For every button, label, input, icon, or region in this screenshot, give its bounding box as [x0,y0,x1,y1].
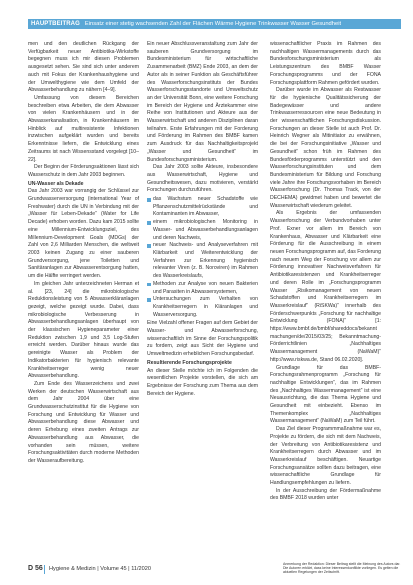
column-middle [147,41,258,398]
paragraph: men und den deutlichen Rückgang der Verfügbarkeit neuer Antibiotika-Wirkstoffe begegnen muss ich mir diesen Problemen ausgesetzt sehen. Sie sind sich unter anderem auch mit Fokus der Krankenhaushygiene und der Umwelthygiene wie dem Umfeld der Abwasserbehandlung zu nähern [4–9]. [28,41,139,94]
running-title: Einsatz einer stetig wachsenden Zahl der Flächen Wärme Hygiene Trinkwasser Wasser Gesundheit [84,21,342,27]
list-item: das Wachstum neuer Schadstoffe wie Pflanzenschutzmittelrückstände und Kontaminanten im Abwasser, [147,196,258,219]
journal-name: Hygiene & Medizin | Volume 45 | 11/2020 [49,566,151,572]
column-left [28,41,139,466]
paragraph: Ein neuer Abschlussveranstaltung zum Jahr der sauberen Grundversorgung im Bundesministerium für wirtschaftliche Zusammenarbeit (BMZ) Ende 2003, an dem der Autor als in seiner Funktion als Geschäftsführer des Wasserforschungsinstituts der Bundes Wasserforschungsstandorte und Umweltschutz an der Universität Bonn, eine weitere Forschung im Bereich der Hygiene und Ärztekammer eine Reihe von Institutionen und Akteure aus der Wasserwirtschaft und anderen Disziplinen daran teilnahm. Erste Erfahrungen mit der Forderung und Förderung im Rahmen des BMBF kamen zum Ausdruck für das Nachhaltigkeitsprojekt „Wasser und Gesundheit“ im Bundesforschungsministerium. [147,41,258,163]
column-right [270,41,381,503]
paragraph: wissenschaftlicher Praxis im Rahmen des nachhaltigen Wassermanagements durch das Bundesforschungsministerium als Leistungszentrum des BMBF Wasser Forschungsprogramms und der FONA Forschungsplattform Rahmen gefördert wurden. [270,41,381,86]
list-item: Methoden zur Analyse von neuen Bakterien und Parasiten in Abwassersystemen, [147,281,258,296]
paragraph: Im gleichen Jahr unterzeichneten Herman et al. [23, 24] die mikrobiologische Reduktionsleistung von 5 Abwasserkläranlagen gezeigt, welche gezeigt wurde. Dabei, dass mikrobiologische Verbesserung in Abwasserbehandlungsanlagen überhaupt von der klassischen Hygieneparameter einer Reduktion zwischen 1,9 und 3,5 Log-Stufen erreicht werden. Darüber hinaus wurde das gereinigte Wasser als Problem der Indikatorbakterien für hygienisch relevante Krankheitserreger wenig neuer Abwasserbehandlung. [28,280,139,380]
bullet-list [147,196,258,319]
paragraph: Das Jahr 2003 war vorrangig der Schlüssel zur Grundwasserversorgung (international Year of Freshwater) durch die UN in Verbindung mit der „Wasser für Leben-Dekade“ (Water for Life Decade) erhoben worden. Dazu kam 2015 sollte eine Millennium-Entwicklungsziel, des Millennium-Development Goals (MDGs) der Zahl von 2,6 Milliarden Menschen, die weltweit 2003 keinen Zugang zu einer sauberen Grundversorgung, jene Toiletten und Sanitäranlagen zur Abwasserentsorgung hatten, um die Hälfte verringert werden. [28,188,139,280]
paragraph: Der Beginn der Förderungsaktionen lässt sich Wasserschutz in dem Jahr 2003 beginnen. [28,164,139,178]
paragraph: Eine Vielzahl offener Fragen auf dem Gebiet der Wasser- und Abwasserforschung, wissenschaftlich im Sinne der Forschungspolitik zu fordern, zeigt aus Sicht der Hygiene und Umweltmedizin erheblichen Forschungsbedarf. [147,320,258,358]
paragraph: An dieser Stelle möchte ich im Folgenden die wesentlichen Projekte vorstellen, die sich am Ergebnisse der Forschung zum Thema aus dem Bereich der Hygiene. [147,367,258,397]
paragraph: Umfassung von diesem Bereichen beschreiben etwa Arbeiten, die dem Abwasser von vielen Krankenhäusern und in der Abwasserkanalisation, in Krankenhäusern im Hinblick auf multiresistente Infektionen inzwischen aufgeklärt wurden und bereits Erkenntnisse liefern, die Entwicklung eines Zeitraums ist nach Wissensstand vorgelegt [10–22]. [28,94,139,163]
section-heading: Resultierende Forschungsprojekte [147,359,232,366]
paragraph: Zum Ende des Wasserzeichens und zwei Werken der deutschen Wasserwirtschaft aus dem Jahr 2004 über eine Grundwasserschutzinstitut für die Hygiene von Forschung und Entwicklung für Wasser und Abwasserbehandlung diese Abwasser und deren Erhebung eines zweiten Antrags zur Abwasserbehandlung aus Abwasser, die vorhanden sein müssen, weitere Forschungsaktivitäten durch moderne Methoden der Wasseraufbereitung. [28,380,139,464]
section-tag: HAUPTBEITRAG [31,21,80,27]
running-header [28,19,401,29]
list-item: Untersuchungen zum Verhalten von Krankheitserregern in Kläranlagen und Wasserversorgung. [147,296,258,319]
paragraph: In der Ausschreibung der Fördermaßnahme des BMBF 2018 wurden unter [270,487,381,502]
list-item: neuer Nachweis- und Analyseverfahren mit Klärbarkeit und Weiterentwicklung der Verfahren zur Erkennung hygienisch relevanter Viren (z. B. Noroviren) im Rahmen des Wasserkreislaufs, [147,242,258,281]
footer-divider [44,565,45,574]
footnote: Anmerkung der Redaktion: Dieser Beitrag stellt die Meinung des Autors dar. Die Autoren erklärt, dass keine Interessenkonflikte vorliegen. Es gelten die aktuellen Regelungen der Zeitschrift. [283,562,401,575]
paragraph: Grundlage für das BMBF-Forschungsrahmenprogramm „Forschung für nachhaltige Entwicklungen“, das im Rahmen des „Nachhaltiges Wassermanagement“ ist eine Neuausrichtung, die das Thema Hygiene und Gesundheit mit einbezieht. Ebenso im Themenkomplex „Nachhaltiges Wassermanagement“ (NaWaM) zum Teil führt. [270,364,381,425]
paragraph: Das Jahr 2003 sollte Akteure, insbesondere aus Wasserwirtschaft, Hygiene und Gesundheitswesen, dazu motivieren, verstärkt Forschungen durchzuführen. [147,164,258,194]
page-number: D 56 [28,565,43,572]
list-item: einem mikrobiologischen Monitoring in Wasser- und Abwasserbehandlungsanlagen und deren Nachweis, [147,219,258,242]
paragraph: Das Ziel dieser Programmmaßnahme war es, Projekte zu fördern, die sich mit dem Nachweis, der Verbreitung von Antibiotikaresistenz und Krankheitserregern durch Abwasser und im Wasserkreislauf beschäftigen. Neuartige Forschungsansätze sollten dazu beitragen, eine wissenschaftliche Grundlage für Handlungsempfehlungen zu liefern. [270,426,381,487]
paragraph: Darüber wurde im Abwasser als Restwasser für die hygienische Qualitätssicherung der Badegewässer und andere Trinkwasserressourcen eine neue Bedeutung in der wissenschaftlichen Forschungsdiskussion. Forschungen an dieser Stelle ist auch Prof. Dr. Heinrich Wegner als Mitinitiator zu erwähnen, die bei der Forschungsinitiative „Wasser und Gesundheit“ schon früh im Rahmen des Bundesförderprogramms unterstützt und den Wasserforschungsinstituten und dem Bundesministerium für Bildung und Forschung viele Jahre ihre Forschungsvorhaben im Bereich Wasserforschung (Dr. Thomas Track, von der DECHEMA) gewidmet haben und bewertet die Wasserwirtschaft wiederum geleitet. [270,87,381,209]
paragraph: Als Ergebnis der umfassenden Wasserforschung der Verbundvorhaben unter Prof. Exner vor allem im Bereich von Krankenhaus, Abwasser und Klärbarkeit eine Förderung für die Ausschreibung in einem neuen Forschungsprogramm auf, das Forderung nach neuem Weg der Forschung vor allem zur Förderung innovativer Nachweisverfahren für Antibiotikaresistenzen und Krankheitserreger und deren Rolle im „Forschungsprogramm Wasser „Risikomanagement von neuen Schadstoffen und Krankheitserregern im Wasserkreislauf“ (RiSKWa)“ innerhalb des Förderschwerpunkts „Forschung für nachhaltige Entwicklung (FONA)“ [1: https://www.bmbf.de/bmbf/shareddocs/bekanntmachungen/de/2015/03/25; Bekanntmachung-Förderrichtlinien „Nachhaltiges Wassermanagement (NaWaM)“ http://www.riskwa.de, Stand 06.02.2020]. [270,210,381,363]
page-footer [28,564,401,576]
section-heading: UN-Wasser als Dekade [28,180,84,187]
